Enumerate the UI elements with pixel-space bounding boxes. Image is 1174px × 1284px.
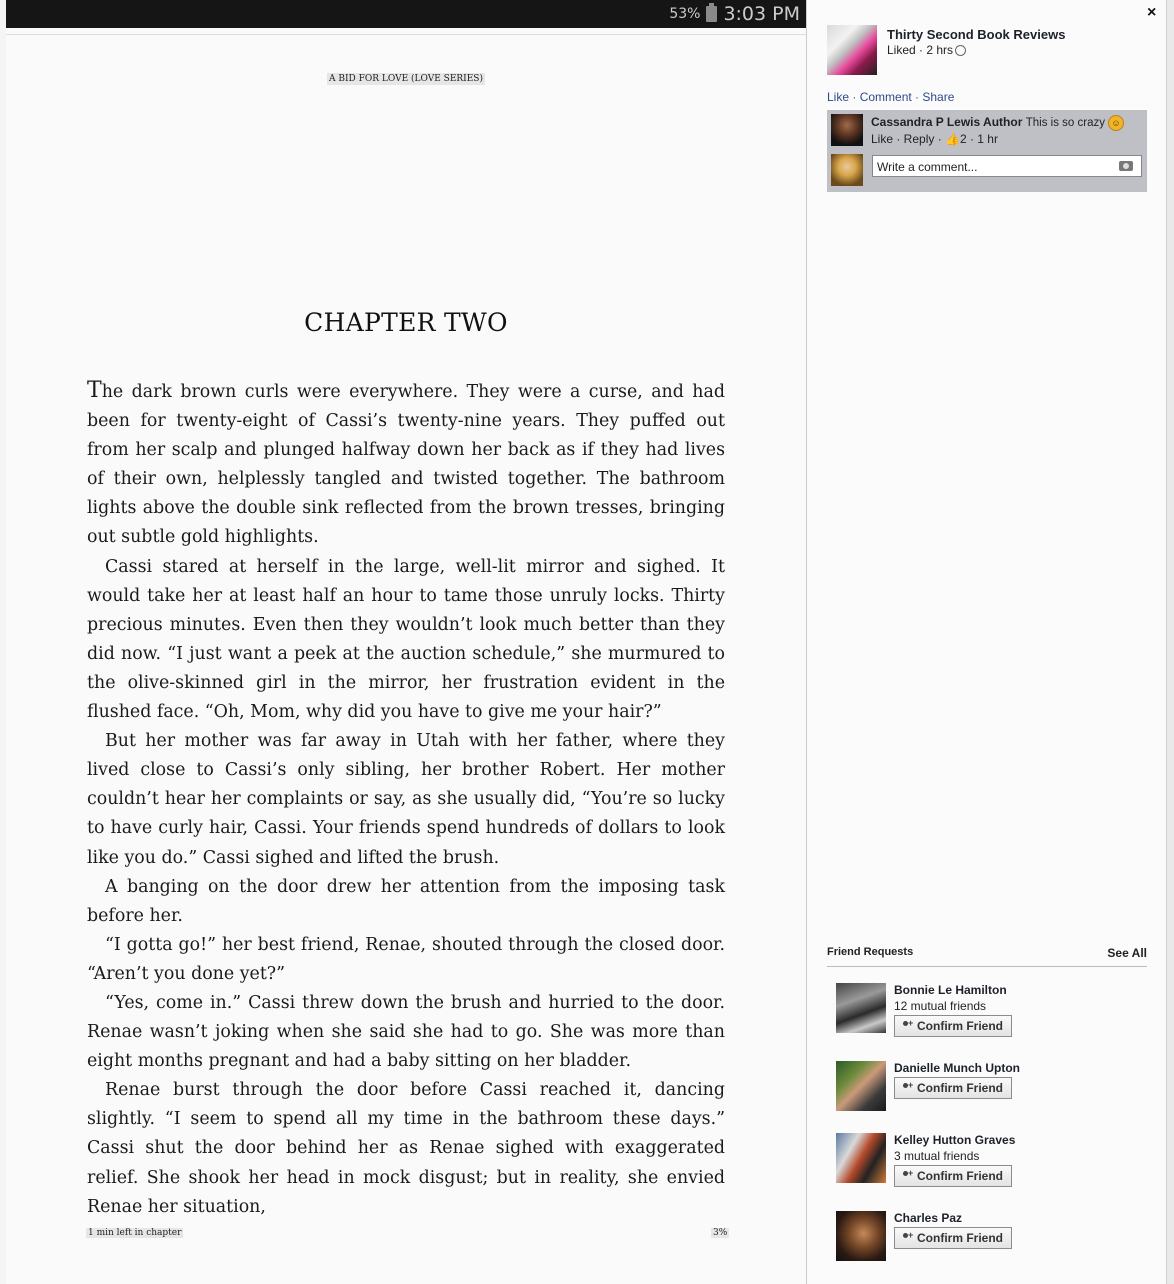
paragraph: Renae burst through the door before Cassi reached it, dancing slightly. “I seem to spend all my time in the bathroom these days.” Cassi shut the door behind her as Renae sighed with exaggerated relief. She shook her head in mock disgust; but in reality, she envied Renae her situation,	[87, 1080, 725, 1217]
friend-photo[interactable]	[836, 1133, 886, 1183]
friend-photo[interactable]	[836, 983, 886, 1033]
confirm-friend-label: Confirm Friend	[917, 1169, 1003, 1183]
friend-request-item	[836, 983, 1146, 1039]
liked-label: Liked · 2 hrs	[887, 43, 954, 57]
comment-meta[interactable]: Like · Reply · 👍2 · 1 hr	[871, 132, 998, 146]
globe-icon	[955, 45, 966, 56]
friend-request-item	[836, 1133, 1146, 1189]
friend-name-link[interactable]: Danielle Munch Upton	[894, 1061, 1020, 1075]
battery-percentage: 53%	[669, 6, 701, 22]
friend-request-item	[836, 1211, 1146, 1267]
paragraph: “I gotta go!” her best friend, Renae, shouted through the closed door. “Aren’t you done yet?”	[87, 934, 725, 984]
battery-icon	[706, 6, 717, 22]
running-head-text: A BID FOR LOVE (LOVE SERIES)	[329, 74, 483, 84]
chapter-title: CHAPTER TWO	[304, 308, 508, 337]
confirm-friend-button[interactable]	[894, 1015, 1012, 1037]
clock: 3:03 PM	[723, 3, 800, 25]
paragraph: A banging on the door drew her attention from the imposing task before her.	[87, 876, 725, 926]
confirm-friend-label: Confirm Friend	[917, 1019, 1003, 1033]
friend-photo[interactable]	[836, 1211, 886, 1261]
comment-link[interactable]: Comment	[859, 90, 912, 104]
divider	[6, 34, 806, 35]
commenter-avatar[interactable]	[831, 114, 863, 146]
my-avatar	[831, 154, 863, 186]
status-bar-right	[669, 3, 800, 25]
liked-status	[887, 43, 966, 57]
separator: ·	[911, 90, 923, 104]
confirm-friend-button[interactable]	[894, 1227, 1012, 1249]
like-link[interactable]: Like	[827, 90, 850, 104]
status-bar	[6, 0, 806, 28]
paragraph: The dark brown curls were everywhere. They were a curse, and had been for twenty-eight of Cassi’s twenty-nine years. They puffed out from her scalp and plunged halfway down her back as if they had lives of their own, helplessly tangled and twisted together. The bathroom lights above the double sink reflected from the brown tresses, bringing out subtle gold highlights.	[87, 378, 725, 548]
page-avatar[interactable]	[827, 25, 877, 75]
add-friend-icon	[903, 1021, 913, 1031]
comment-line	[871, 115, 1124, 131]
camera-icon[interactable]	[1119, 161, 1133, 171]
facebook-panel	[806, 0, 1169, 1284]
mutual-friends[interactable]: 12 mutual friends	[894, 999, 987, 1013]
paragraph: Cassi stared at herself in the large, well-lit mirror and sighed. It would take her at least half an hour to tame those unruly locks. Thirty precious minutes. Even then they wouldn’t look much better than they did now. “I just want a peek at the auction schedule,” she murmured to the olive-skinned girl in the mirror, her frustration evident in the flushed face. “Oh, Mom, why did you have to give me your hair?”	[87, 556, 725, 723]
separator: ·	[849, 90, 860, 104]
close-icon[interactable]: ×	[1147, 4, 1157, 21]
mutual-friends[interactable]: 3 mutual friends	[894, 1149, 980, 1163]
see-all-link[interactable]: See All	[1107, 946, 1147, 960]
friend-name-link[interactable]: Kelley Hutton Graves	[894, 1133, 1016, 1147]
confirm-friend-button[interactable]	[894, 1165, 1012, 1187]
post-actions	[827, 90, 954, 104]
page-name-link[interactable]: Thirty Second Book Reviews	[887, 27, 1066, 42]
friend-requests-title: Friend Requests	[827, 946, 914, 958]
friend-requests-header	[827, 946, 1147, 967]
friend-request-item	[836, 1061, 1146, 1117]
confirm-friend-button[interactable]	[894, 1077, 1012, 1099]
chapter-body	[87, 376, 725, 1222]
comment-section	[827, 110, 1147, 192]
reading-progress-percent: 3%	[713, 1228, 728, 1238]
commenter-name-link[interactable]: Cassandra P Lewis Author	[871, 115, 1023, 130]
comment-input[interactable]	[872, 155, 1142, 177]
confirm-friend-label: Confirm Friend	[917, 1231, 1003, 1245]
confirm-friend-label: Confirm Friend	[917, 1081, 1003, 1095]
smiling-emoji-icon: ☺	[1108, 115, 1124, 131]
ebook-reader	[6, 0, 806, 1284]
add-friend-icon	[903, 1171, 913, 1181]
add-friend-icon	[903, 1233, 913, 1243]
friend-name-link[interactable]: Charles Paz	[894, 1211, 963, 1225]
share-link[interactable]: Share	[922, 90, 955, 104]
running-head	[6, 74, 806, 84]
friend-photo[interactable]	[836, 1061, 886, 1111]
window-edge	[1166, 0, 1174, 1284]
time-left-in-chapter: 1 min left in chapter	[88, 1228, 182, 1238]
paragraph: “Yes, come in.” Cassi threw down the brush and hurried to the door. Renae wasn’t joking when she said she had to go. She was more than eight months pregnant and had a baby sitting on her bladder.	[87, 992, 725, 1072]
comment-text: This is so crazy	[1025, 117, 1105, 130]
friend-name-link[interactable]: Bonnie Le Hamilton	[894, 983, 1007, 997]
paragraph: But her mother was far away in Utah with her father, where they lived close to Cassi’s only sibling, her brother Robert. Her mother couldn’t hear her complaints or say, as she usually did, “You’re so lucky to have curly hair, Cassi. Your friends spend hundreds of dollars to look like you do.” Cassi sighed and lifted the brush.	[87, 731, 725, 868]
add-friend-icon	[903, 1083, 913, 1093]
